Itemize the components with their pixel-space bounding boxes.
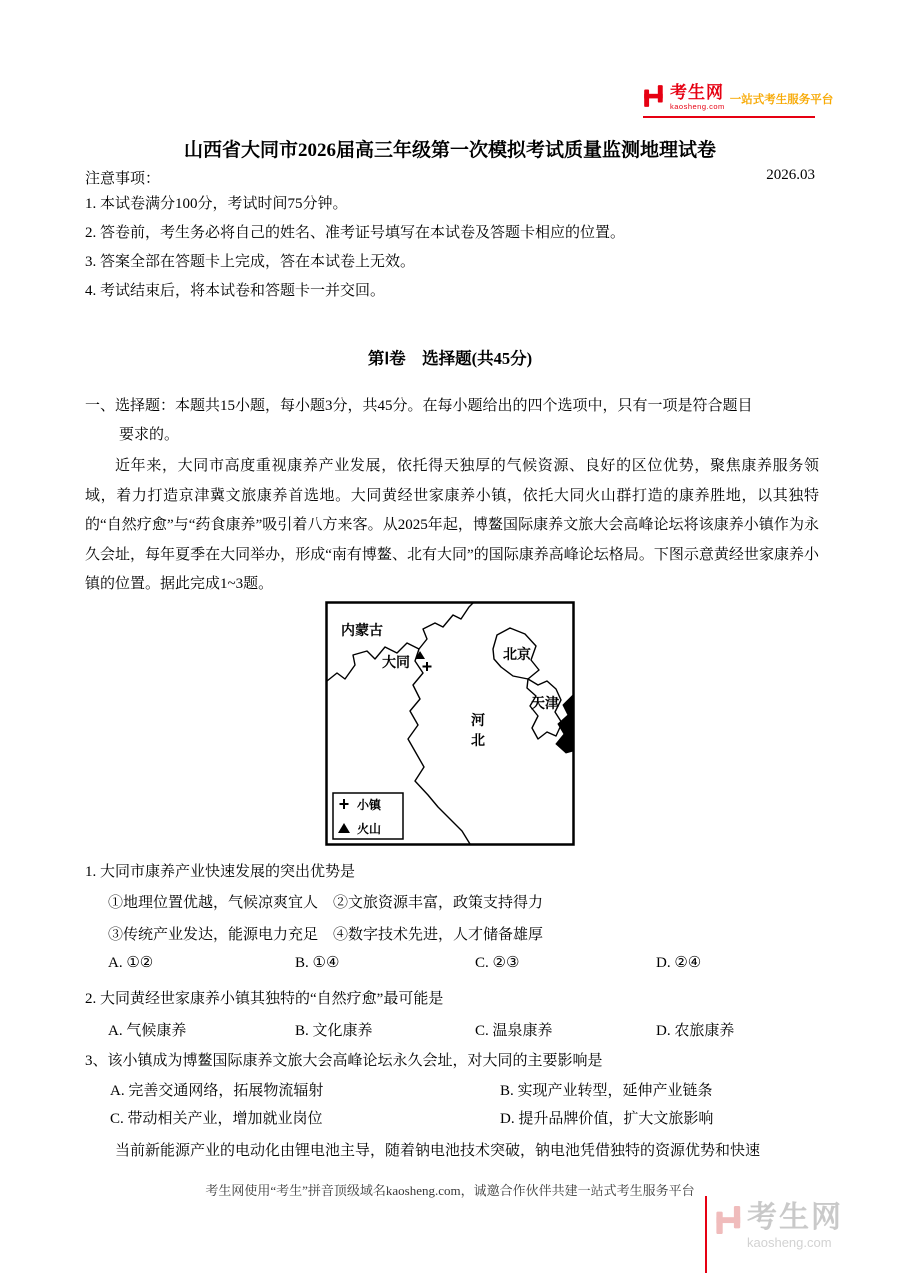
watermark-brand: 考生网 (747, 1201, 843, 1234)
watermark-red-line (705, 1196, 707, 1273)
brand-text-block (670, 84, 725, 111)
question-2-option-a: A. 气候康养 (108, 1023, 187, 1039)
kaosheng-logo-icon (643, 84, 665, 108)
question-2-option-b: B. 文化康养 (295, 1023, 373, 1039)
location-map (325, 601, 575, 846)
question-1-option-d: D. ②④ (656, 955, 702, 971)
section-title: 第Ⅰ卷 选择题(共45分) (367, 349, 533, 368)
label-hebei: 河 (471, 714, 485, 729)
notice-item: 1. 本试卷满分100分，考试时间75分钟。 (85, 196, 348, 212)
question-2-option-d: D. 农旅康养 (656, 1023, 735, 1039)
notice-label: 注意事项： (85, 171, 161, 187)
brand-name: 考生网 (670, 83, 724, 102)
map-figure (325, 601, 575, 846)
exam-date: 2026.03 (766, 167, 815, 183)
instructions-line2: 要求的。 (119, 427, 180, 443)
brand-tagline: 一站式考生服务平台 (729, 94, 834, 106)
question-3-option-d: D. 提升品牌价值，扩大文旅影响 (500, 1111, 714, 1127)
notice-item: 2. 答卷前，考生务必将自己的姓名、准考证号填写在本试卷及答题卡相应的位置。 (85, 225, 626, 241)
legend-volcano-label: 火山 (357, 822, 382, 836)
kaosheng-watermark-icon (715, 1204, 743, 1236)
question-1-option-c: C. ②③ (475, 955, 520, 971)
watermark (705, 1196, 843, 1273)
brand-domain: kaosheng.com (670, 102, 725, 111)
question-1-choices-line2: ③传统产业发达，能源电力充足 ④数字技术先进，人才储备雄厚 (108, 927, 544, 943)
instructions-line1: 一、选择题：本题共15小题，每小题3分，共45分。在每小题给出的四个选项中，只有一项是符合题目 (85, 398, 753, 414)
notice-item: 4. 考试结束后，将本试卷和答题卡一并交回。 (85, 283, 386, 299)
watermark-domain: kaosheng.com (747, 1234, 832, 1250)
closing-paragraph: 当前新能源产业的电动化由锂电池主导，随着钠电池技术突破，钠电池凭借独特的资源优势和快速 (115, 1143, 761, 1159)
label-tianjin: 天津 (531, 697, 559, 712)
label-inner-mongolia: 内蒙古 (341, 624, 383, 639)
paper-title: 山西省大同市2026届高三年级第一次模拟考试质量监测地理试卷 (183, 140, 716, 161)
passage: 近年来，大同市高度重视康养产业发展，依托得天独厚的气候资源、良好的区位优势，聚焦康养服务领域，着力打造京津冀文旅康养首选地。大同黄经世家康养小镇，依托大同火山群打造的康养胜地，以其独特的“自然疗愈”与“药食康养”吸引着八方来客。从2025年起，博鳌国际康养文旅大会高峰论坛将该康养小镇作为永久会址，每年夏季在大同举办，形成“南有博鳌、北有大同”的国际康养高峰论坛格局。下图示意黄经世家康养小镇的位置。据此完成1~3题。 (85, 458, 819, 592)
label-datong: 大同 (382, 656, 410, 671)
question-3-option-c: C. 带动相关产业，增加就业岗位 (110, 1111, 323, 1127)
question-1-option-a: A. ①② (108, 955, 154, 971)
question-1-option-b: B. ①④ (295, 955, 340, 971)
question-3-option-b: B. 实现产业转型，延伸产业链条 (500, 1083, 713, 1099)
question-3-option-a: A. 完善交通网络，拓展物流辐射 (110, 1083, 324, 1099)
label-beijing: 北京 (503, 648, 531, 663)
question-2-option-c: C. 温泉康养 (475, 1023, 553, 1039)
kaosheng-logo (643, 84, 833, 111)
header-rule (643, 116, 815, 118)
notice-list (85, 190, 625, 306)
question-3-stem: 3、该小镇成为博鳌国际康养文旅大会高峰论坛永久会址，对大同的主要影响是 (85, 1053, 603, 1069)
question-2-stem: 2. 大同黄经世家康养小镇其独特的“自然疗愈”最可能是 (85, 991, 444, 1007)
legend-town-label: 小镇 (357, 798, 382, 812)
notice-item: 3. 答案全部在答题卡上完成，答在本试卷上无效。 (85, 254, 416, 270)
question-1-stem: 1. 大同市康养产业快速发展的突出优势是 (85, 864, 356, 880)
label-hebei: 北 (471, 734, 485, 749)
question-1-choices-line1: ①地理位置优越，气候凉爽宜人 ②文旅资源丰富，政策支持得力 (108, 895, 544, 911)
footer-text: 考生网使用“考生”拼音顶级域名kaosheng.com，诚邀合作伙伴共建一站式考生服务平台 (205, 1183, 695, 1198)
watermark-text-block (747, 1196, 843, 1249)
